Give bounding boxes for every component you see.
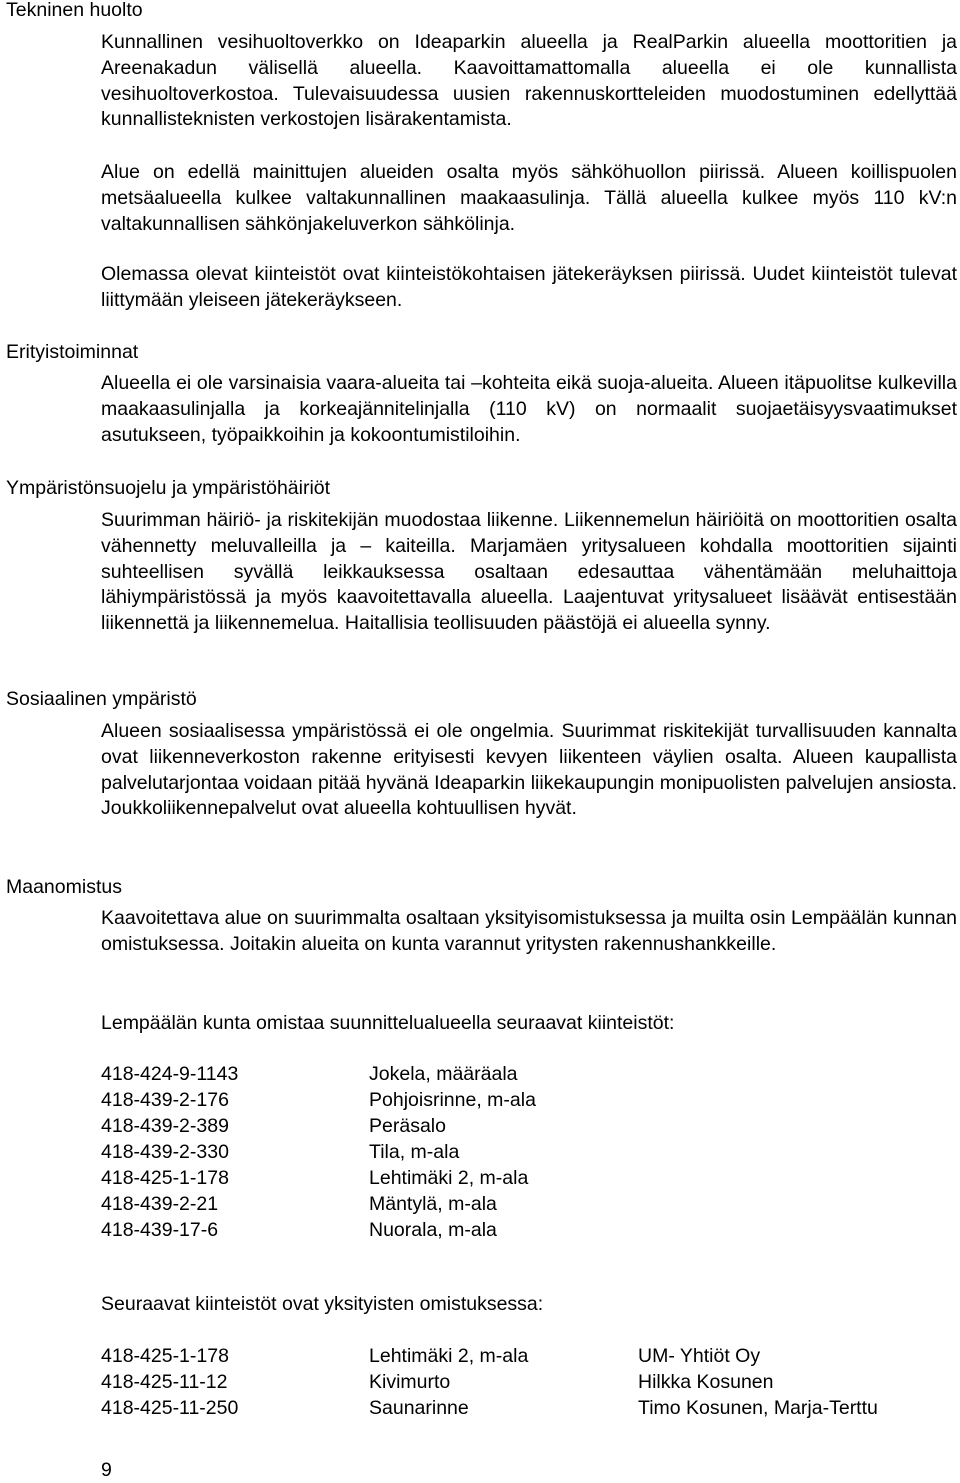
property-id: 418-439-2-21 bbox=[101, 1193, 219, 1215]
property-id: 418-425-1-178 bbox=[101, 1167, 229, 1189]
property-name: Jokela, määräala bbox=[369, 1063, 518, 1085]
property-name: Kivimurto bbox=[369, 1371, 451, 1393]
property-id: 418-439-17-6 bbox=[101, 1219, 219, 1241]
paragraph-vesihuolto: Kunnallinen vesihuoltoverkko on Ideaparkin alueella ja RealParkin alueella moottoritien ja Areenakadun välisellä alueella. Kaavoittamattomalla alueella ei ole kunnallista vesihuoltoverkostoa. Tulevaisuudessa uusien rakennuskortteleiden muodostuminen edellyttää kunnallisteknisten verkostojen lisärakentamista. bbox=[101, 31, 957, 131]
property-owner: Hilkka Kosunen bbox=[638, 1371, 774, 1393]
property-name: Mäntylä, m-ala bbox=[369, 1193, 497, 1215]
property-id: 418-439-2-330 bbox=[101, 1141, 229, 1163]
property-name: Nuorala, m-ala bbox=[369, 1219, 497, 1241]
property-name: Lehtimäki 2, m-ala bbox=[369, 1167, 529, 1189]
section-heading-erityistoiminnat: Erityistoiminnat bbox=[6, 341, 139, 363]
paragraph-ymparistonsuojelu: Suurimman häiriö- ja riskitekijän muodostaa liikenne. Liikennemelun häiriöitä on moottoritien osalta vähennetty meluvalleilla ja – kaiteilla. Marjamäen yritysalueen kohdalla moottoritien sijainti suhteellisen syvällä leikkauksessa osaltaan edesauttaa vähentämään meluhaittoja lähiympäristössä ja myös kaavoitettavalla alueella. Laajentuvat yritysalueet lisäävät entisestään liikennettä ja liikennemelua. Haitallisia teollisuuden päästöjä ei alueella synny. bbox=[101, 509, 957, 635]
page-number: 9 bbox=[101, 1459, 112, 1481]
property-id: 418-424-9-1143 bbox=[101, 1063, 239, 1085]
section-heading-tekninen-huolto: Tekninen huolto bbox=[6, 0, 143, 21]
property-id: 418-439-2-389 bbox=[101, 1115, 229, 1137]
property-name: Tila, m-ala bbox=[369, 1141, 460, 1163]
property-name: Lehtimäki 2, m-ala bbox=[369, 1345, 529, 1367]
property-id: 418-425-1-178 bbox=[101, 1345, 229, 1367]
property-name: Saunarinne bbox=[369, 1397, 469, 1419]
property-id: 418-439-2-176 bbox=[101, 1089, 229, 1111]
property-name: Peräsalo bbox=[369, 1115, 446, 1137]
paragraph-erityistoiminnat: Alueella ei ole varsinaisia vaara-alueita tai –kohteita eikä suoja-alueita. Alueen itäpuolitse kulkevilla maakaasulinjalla ja korkeajännitelinjalla (110 kV) on normaalit suojaetäisyysvaatimukset asutukseen, työpaikkoihin ja kokoontumistiloihin. bbox=[101, 372, 957, 446]
property-id: 418-425-11-12 bbox=[101, 1371, 228, 1393]
paragraph-jatehuolto: Olemassa olevat kiinteistöt ovat kiinteistökohtaisen jätekeräyksen piirissä. Uudet kiinteistöt tulevat liittymään yleiseen jätekeräykseen. bbox=[101, 263, 957, 311]
section-heading-sosiaalinen-ymparisto: Sosiaalinen ympäristö bbox=[6, 688, 197, 710]
paragraph-sosiaalinen-ymparisto: Alueen sosiaalisessa ympäristössä ei ole ongelmia. Suurimmat riskitekijät turvallisuuden kannalta ovat liikenneverkoston rakenne erityisesti kevyen liikenteen väylien osalta. Alueen kaupallista palvelutarjontaa voidaan pitää hyvänä Ideaparkin liikekaupungin monipuolisten palvelujen ansiosta. Joukkoliikennepalvelut ovat alueella kohtuullisen hyvät. bbox=[101, 720, 957, 820]
paragraph-sahkohuolto: Alue on edellä mainittujen alueiden osalta myös sähköhuollon piirissä. Alueen koillispuolen metsäalueella kulkee valtakunnallinen maakaasulinja. Tällä alueella kulkee myös 110 kV:n valtakunnallisen sähkönjakeluverkon sähkölinja. bbox=[101, 161, 957, 235]
property-name: Pohjoisrinne, m-ala bbox=[369, 1089, 536, 1111]
section-heading-maanomistus: Maanomistus bbox=[6, 876, 122, 898]
property-id: 418-425-11-250 bbox=[101, 1397, 239, 1419]
paragraph-yksityiset-kiinteistot-intro: Seuraavat kiinteistöt ovat yksityisten omistuksessa: bbox=[101, 1293, 544, 1315]
section-heading-ymparistonsuojelu: Ympäristönsuojelu ja ympäristöhäiriöt bbox=[6, 477, 331, 499]
paragraph-kunnan-kiinteistot-intro: Lempäälän kunta omistaa suunnittelualueella seuraavat kiinteistöt: bbox=[101, 1012, 675, 1034]
property-owner: UM- Yhtiöt Oy bbox=[638, 1345, 761, 1367]
property-owner: Timo Kosunen, Marja-Terttu bbox=[638, 1397, 878, 1419]
paragraph-maanomistus: Kaavoitettava alue on suurimmalta osaltaan yksityisomistuksessa ja muilta osin Lempäälän kunnan omistuksessa. Joitakin alueita on kunta varannut yritysten rakennushankkeille. bbox=[101, 907, 957, 955]
